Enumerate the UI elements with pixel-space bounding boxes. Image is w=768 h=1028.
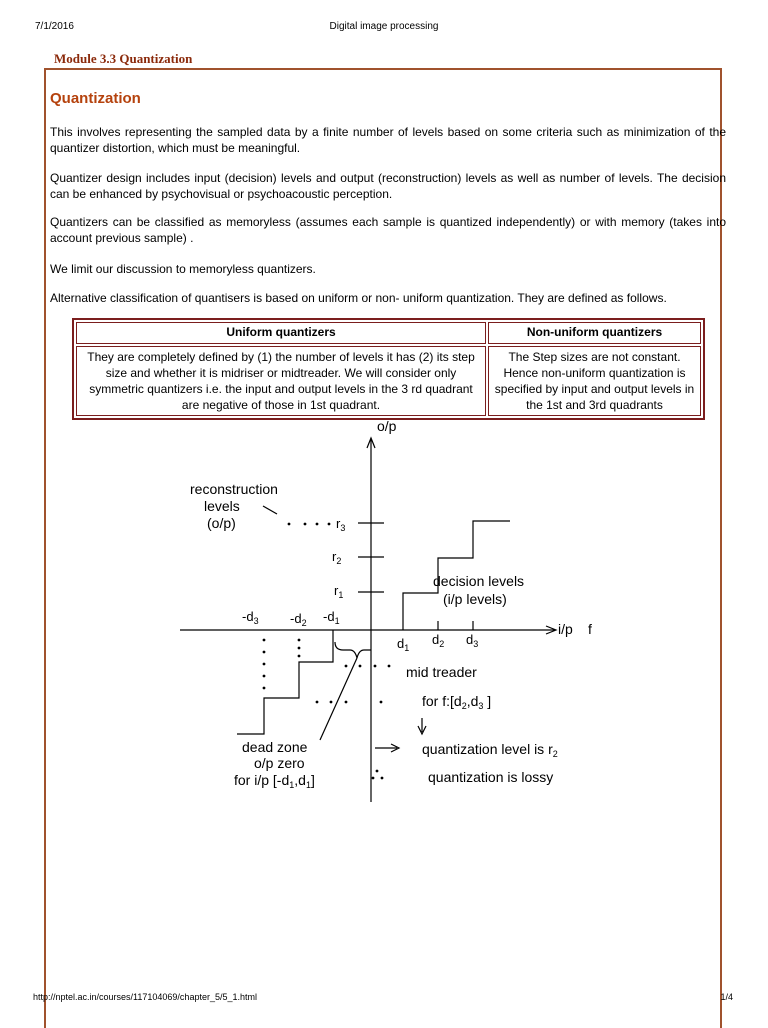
d1-d: d (397, 636, 405, 651)
d2-label (432, 632, 444, 649)
quant-level-text: quantization level is r (422, 741, 553, 757)
quantizer-table (72, 318, 705, 420)
r2-label (332, 549, 341, 566)
quantizer-diagram (160, 418, 620, 818)
paragraph-design: Quantizer design includes input (decision) levels and output (reconstruction) levels as well as number of levels. The decision can be enhanced by psychovisual or psychoacoustic perception. (50, 171, 726, 201)
d1-label (397, 636, 409, 653)
print-header (0, 0, 768, 30)
decision-levels-sub-label: (i/p levels) (443, 591, 507, 607)
neg-d3-d: -d (242, 609, 254, 624)
d3-sub: 3 (473, 639, 479, 649)
dead-zone-label-line1: dead zone (242, 739, 308, 755)
header-title: Digital image processing (329, 21, 439, 32)
table-header-nonuniform: Non-uniform quantizers (488, 322, 701, 344)
reconstruction-label-line2: levels (204, 498, 240, 514)
paragraph-definition: This involves representing the sampled data by a finite number of levels based on some criteria such as minimization of the quantizer distortion, which must be meaningful. (50, 125, 726, 155)
for-f-2: ,d (466, 693, 479, 709)
r2-sub: 2 (336, 556, 342, 566)
neg-d1-label (323, 609, 340, 626)
dead-zone-brace (335, 642, 371, 658)
dead-zone-3e: ] (310, 772, 315, 788)
x-variable-label: f (588, 621, 592, 637)
reconstruction-label-line3: (o/p) (207, 515, 236, 531)
decision-levels-label: decision levels (433, 573, 525, 589)
table-cell-uniform: They are completely defined by (1) the number of levels it has (2) its step size and whether it is midriser or midtreader. We will consider only symmetric quantizers i.e. the input and output levels in the 3 rd quadrant are negative of those in 1st quadrant. (76, 346, 486, 416)
x-axis-label: i/p (558, 621, 573, 637)
quantizer-staircase-negative (237, 630, 333, 734)
dead-zone-3c: ,d (294, 772, 306, 788)
paragraph-classification: Quantizers can be classified as memoryless (assumes each sample is quantized independently) or with memory (takes into account previous sample) . (50, 215, 726, 245)
dead-zone-pointer (320, 658, 357, 740)
module-title: Module 3.3 Quantization (54, 51, 193, 66)
footer-page-number: 1/4 (720, 992, 733, 1002)
for-f-sub3: 3 (478, 701, 484, 711)
neg-d1-d: -d (323, 609, 335, 624)
neg-d3-label (242, 609, 259, 626)
quantization-level-label (422, 741, 558, 759)
dead-zone-3a: for i/p [-d (234, 772, 290, 788)
section-title: Quantization (50, 90, 141, 107)
paragraph-memoryless: We limit our discussion to memoryless quantizers. (50, 262, 316, 276)
neg-d2-sub: 2 (301, 618, 307, 628)
dead-zone-label-line3 (234, 772, 315, 790)
header-date: 7/1/2016 (35, 21, 74, 32)
table-row (76, 346, 701, 416)
neg-d1-sub: 1 (334, 616, 340, 626)
paragraph-alternative: Alternative classification of quantisers is based on uniform or non- uniform quantization. They are defined as follows. (50, 291, 667, 305)
for-f-sub2: 2 (461, 701, 467, 711)
reconstruction-label-line1: reconstruction (190, 481, 278, 497)
mid-treader-label: mid treader (406, 664, 477, 680)
r1-r: r (334, 583, 339, 598)
r3-label (336, 516, 345, 533)
d1-sub: 1 (404, 643, 410, 653)
r3-r: r (336, 516, 341, 531)
r1-sub: 1 (338, 590, 344, 600)
quant-level-sub: 2 (552, 749, 558, 759)
r1-label (334, 583, 343, 600)
r2-r: r (332, 549, 337, 564)
r3-sub: 3 (340, 523, 346, 533)
neg-d2-label (290, 611, 307, 628)
for-f-label (422, 693, 491, 711)
lossy-label: quantization is lossy (428, 769, 554, 785)
dead-zone-3b: 1 (289, 780, 295, 790)
table-header-row (76, 322, 701, 344)
for-f-1: for f:[d (422, 693, 462, 709)
table-cell-nonuniform: The Step sizes are not constant. Hence non-uniform quantization is specified by input and output levels in the 1st and 3rd quadrants (488, 346, 701, 416)
d3-d: d (466, 632, 474, 647)
d3-label (466, 632, 478, 649)
d2-sub: 2 (439, 639, 445, 649)
for-f-3: ] (483, 693, 492, 709)
neg-d3-sub: 3 (253, 616, 259, 626)
y-axis-label: o/p (377, 418, 397, 434)
reconstruction-pointer (263, 506, 277, 514)
neg-d2-d: -d (290, 611, 302, 626)
footer-url[interactable]: http://nptel.ac.in/courses/117104069/chapter_5/5_1.html (33, 992, 257, 1002)
d2-d: d (432, 632, 440, 647)
dead-zone-label-line2: o/p zero (254, 755, 305, 771)
dead-zone-3d: 1 (305, 780, 311, 790)
table-header-uniform: Uniform quantizers (76, 322, 486, 344)
